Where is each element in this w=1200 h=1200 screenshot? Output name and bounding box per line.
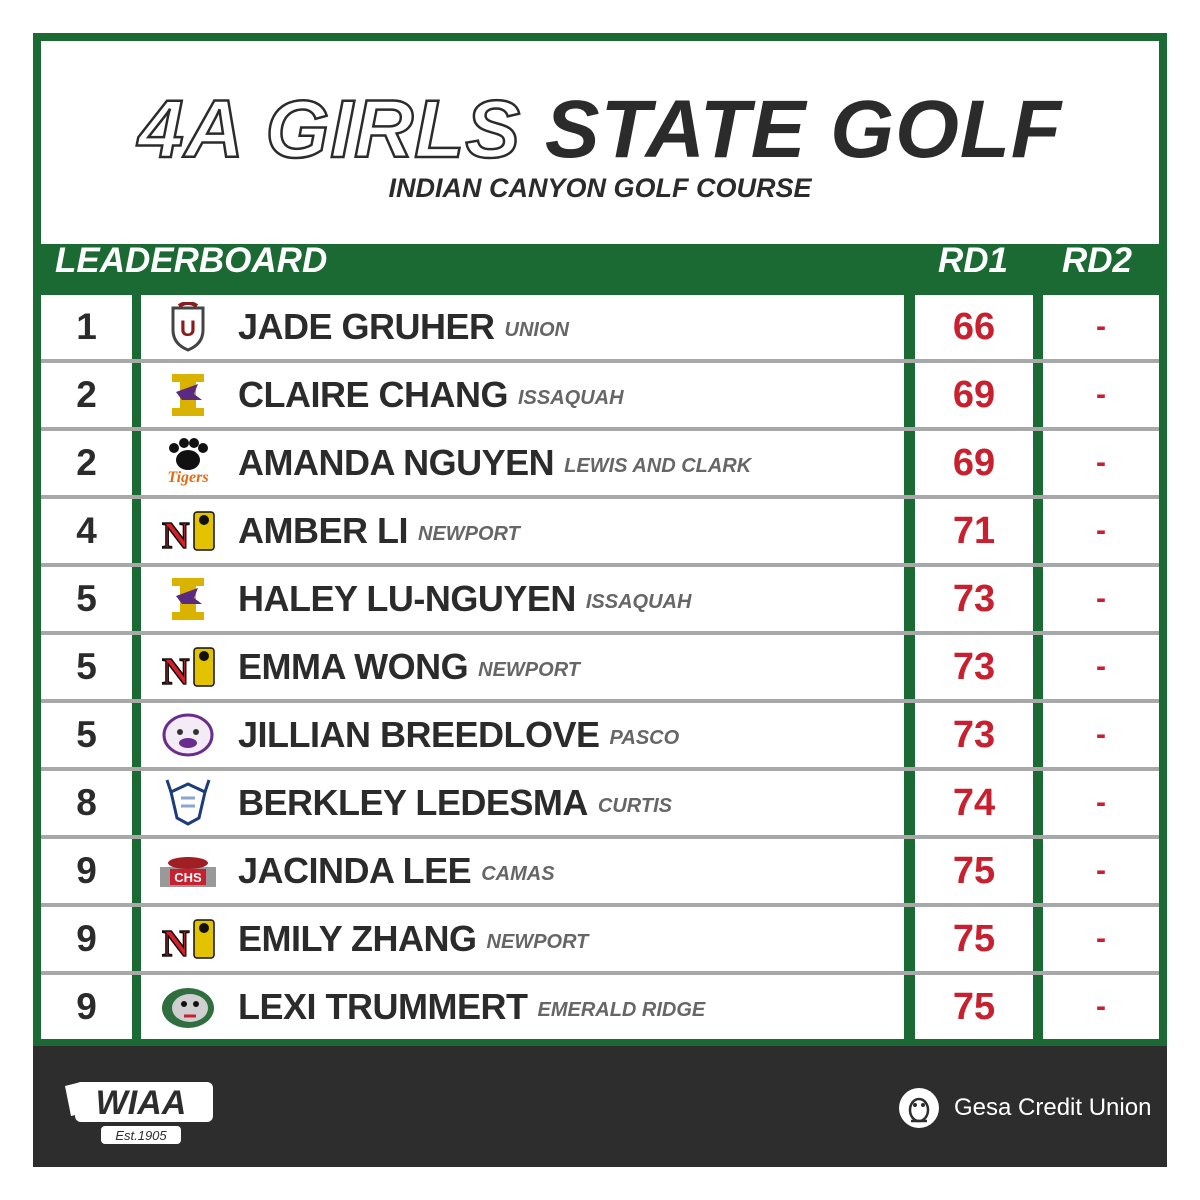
leaderboard-table [41, 295, 1159, 1043]
rank-cell [41, 363, 132, 427]
rd1-score: 74 [952, 781, 996, 824]
table-row [141, 295, 904, 359]
rd2-score: - [1096, 990, 1106, 1023]
rd1-cell [915, 907, 1033, 971]
school-name: CAMAS [481, 862, 555, 885]
rd2-cell [1043, 431, 1159, 495]
rd1-cell [915, 635, 1033, 699]
player-cell [141, 839, 904, 903]
rd2-score: - [1096, 582, 1106, 615]
rd1-cell [915, 703, 1033, 767]
rank-cell [41, 295, 132, 359]
rd2-score: - [1096, 650, 1106, 683]
svg-text:CHS: CHS [174, 870, 202, 885]
player-cell [141, 567, 904, 631]
rd1-score: 73 [952, 713, 996, 756]
player-cell [141, 499, 904, 563]
school-name: PASCO [609, 726, 680, 749]
svg-text:N: N [162, 515, 190, 556]
rd2-cell [1043, 363, 1159, 427]
wiaa-logo [61, 1076, 217, 1146]
rd2-score: - [1096, 922, 1106, 955]
issaquah-eagle-icon [158, 368, 218, 422]
owl-icon [898, 1087, 940, 1129]
rd1-cell [915, 975, 1033, 1039]
jaguar-icon [158, 980, 218, 1034]
pasco-bulldog-icon [158, 708, 218, 762]
rank-cell [41, 839, 132, 903]
rank-value: 2 [76, 442, 97, 483]
table-row [141, 567, 904, 631]
rd2-cell [1043, 499, 1159, 563]
leaderboard-label: LEADERBOARD [55, 241, 328, 280]
rank-cell [41, 635, 132, 699]
player-name: LEXI TRUMMERT [238, 986, 528, 1027]
rd1-score: 75 [952, 985, 996, 1028]
issaquah-eagle-icon [158, 572, 218, 626]
school-name: ISSAQUAH [518, 386, 624, 409]
rank-value: 5 [76, 646, 97, 687]
svg-text:U: U [180, 316, 196, 341]
rank-value: 9 [76, 918, 97, 959]
rd1-cell [915, 771, 1033, 835]
rd1-cell [915, 363, 1033, 427]
newport-knight-icon [158, 504, 218, 558]
rd2-score: - [1096, 718, 1106, 751]
graphic-frame [33, 33, 1167, 1167]
school-name: NEWPORT [478, 658, 580, 681]
curtis-viking-icon [158, 776, 218, 830]
player-name: EMILY ZHANG [238, 918, 477, 959]
rank-cell [41, 975, 132, 1039]
course-subtitle: INDIAN CANYON GOLF COURSE [388, 173, 812, 203]
rd2-cell [1043, 907, 1159, 971]
player-name: AMANDA NGUYEN [238, 442, 555, 483]
player-name: EMMA WONG [238, 646, 469, 687]
school-name: ISSAQUAH [585, 590, 692, 613]
rd2-cell [1043, 703, 1159, 767]
rd1-cell [915, 567, 1033, 631]
svg-text:Tigers: Tigers [167, 469, 209, 486]
school-name: UNION [504, 318, 569, 341]
title-panel [41, 41, 1159, 244]
table-row [141, 363, 904, 427]
svg-text:N: N [162, 651, 190, 692]
camas-chs-icon [158, 844, 218, 898]
table-row [141, 635, 904, 699]
rd1-score: 75 [952, 917, 996, 960]
rank-cell [41, 771, 132, 835]
footer-bar [33, 1046, 1167, 1167]
union-shield-icon [158, 300, 218, 354]
player-cell [141, 295, 904, 359]
player-name: BERKLEY LEDESMA [238, 782, 588, 823]
player-cell [141, 771, 904, 835]
player-name: HALEY LU-NGUYEN [238, 578, 576, 619]
rank-value: 9 [76, 850, 97, 891]
sponsor-name: Gesa Credit Union [954, 1094, 1152, 1121]
player-name: AMBER LI [238, 510, 408, 551]
player-name: CLAIRE CHANG [238, 374, 508, 415]
rd1-score: 73 [952, 577, 996, 620]
player-name: JILLIAN BREEDLOVE [238, 714, 600, 755]
rank-value: 2 [76, 374, 97, 415]
rd2-cell [1043, 567, 1159, 631]
rank-cell [41, 431, 132, 495]
rd1-cell [915, 295, 1033, 359]
rd1-score: 69 [952, 441, 996, 484]
player-cell [141, 907, 904, 971]
rank-cell [41, 907, 132, 971]
player-name: JACINDA LEE [238, 850, 472, 891]
rd1-score: 69 [952, 373, 996, 416]
title-solid-text: STATE GOLF [544, 84, 1063, 175]
rank-value: 4 [76, 510, 97, 551]
rank-value: 1 [76, 306, 97, 347]
rank-cell [41, 703, 132, 767]
rd2-score: - [1096, 786, 1106, 819]
page-title [41, 84, 1159, 175]
rd2-score: - [1096, 446, 1106, 479]
school-name: LEWIS AND CLARK [564, 454, 752, 477]
rank-value: 5 [76, 714, 97, 755]
table-row [141, 703, 904, 767]
rank-cell [41, 499, 132, 563]
rd2-cell [1043, 975, 1159, 1039]
player-cell [141, 635, 904, 699]
rank-value: 8 [76, 782, 97, 823]
svg-text:N: N [162, 923, 190, 964]
tigers-paw-icon [158, 436, 218, 490]
rd1-score: 73 [952, 645, 996, 688]
table-row [141, 431, 904, 495]
table-row [141, 499, 904, 563]
player-cell [141, 363, 904, 427]
rd1-column-header: RD1 [937, 241, 1009, 280]
school-name: NEWPORT [418, 522, 520, 545]
rd2-score: - [1096, 310, 1106, 343]
rd1-cell [915, 431, 1033, 495]
rank-value: 5 [76, 578, 97, 619]
school-name: CURTIS [597, 794, 672, 817]
rd2-cell [1043, 295, 1159, 359]
sponsor-logo [898, 1078, 1151, 1138]
newport-knight-icon [158, 640, 218, 694]
rd1-score: 75 [952, 849, 996, 892]
rd2-score: - [1096, 514, 1106, 547]
player-name: JADE GRUHER [238, 306, 495, 347]
rd2-cell [1043, 839, 1159, 903]
player-cell [141, 703, 904, 767]
rd2-score: - [1096, 378, 1106, 411]
table-row [141, 907, 904, 971]
player-cell [141, 975, 904, 1039]
rd2-score: - [1096, 854, 1106, 887]
rd1-score: 66 [952, 305, 996, 348]
rd1-cell [915, 499, 1033, 563]
title-outline-text: 4A GIRLS [137, 84, 522, 175]
wiaa-est-text: Est.1905 [115, 1128, 167, 1143]
rank-value: 9 [76, 986, 97, 1027]
school-name: NEWPORT [486, 930, 589, 953]
wiaa-logo-text: WIAA [95, 1084, 187, 1122]
table-row [141, 975, 904, 1039]
rd1-score: 71 [952, 509, 996, 552]
newport-knight-icon [158, 912, 218, 966]
rd2-cell [1043, 635, 1159, 699]
player-cell [141, 431, 904, 495]
rd2-cell [1043, 771, 1159, 835]
table-row [141, 839, 904, 903]
school-name: EMERALD RIDGE [537, 998, 706, 1021]
table-row [141, 771, 904, 835]
rd1-cell [915, 839, 1033, 903]
rd2-column-header: RD2 [1061, 241, 1133, 280]
rank-cell [41, 567, 132, 631]
